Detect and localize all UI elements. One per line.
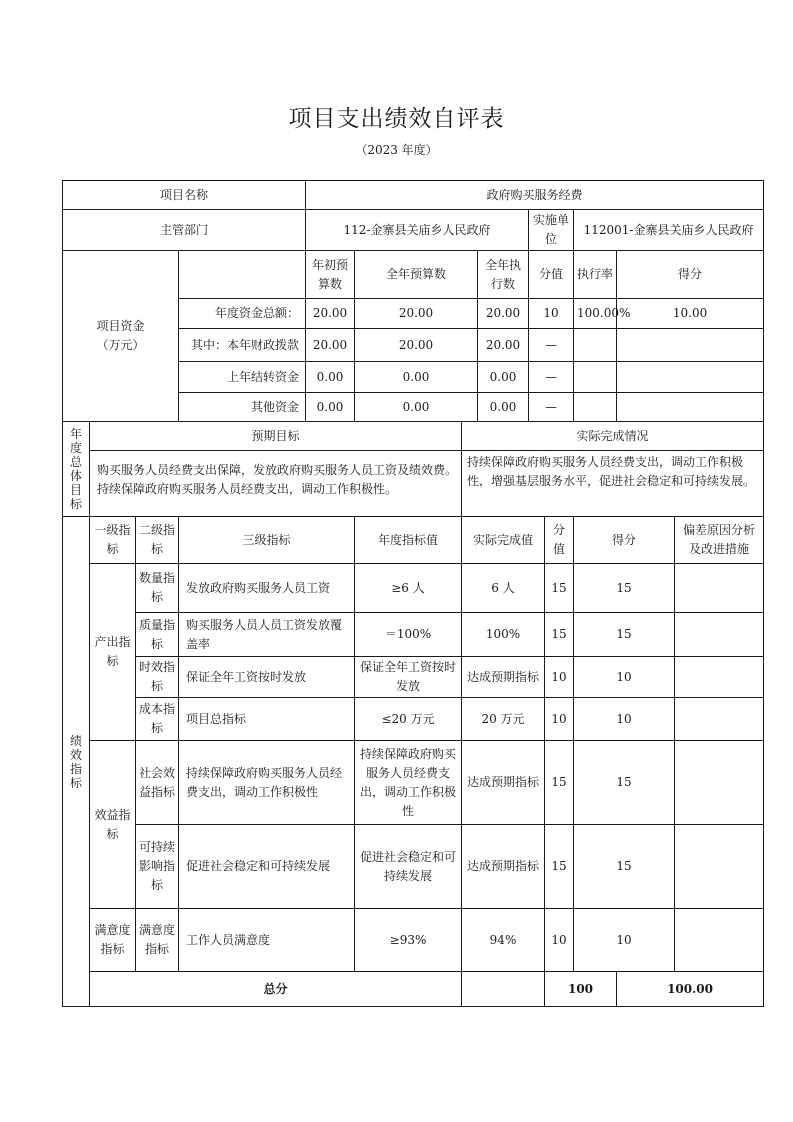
funds-score: 10.00 bbox=[617, 299, 764, 329]
ind-level3: 保证全年工资按时发放 bbox=[179, 657, 355, 698]
ind-deviation bbox=[675, 909, 764, 972]
funds-score-value: — bbox=[529, 393, 574, 422]
dept-value: 112-金寨县关庙乡人民政府 bbox=[306, 210, 529, 251]
funds-score-value: — bbox=[529, 329, 574, 362]
ind-level2: 可持续影响指标 bbox=[136, 825, 179, 909]
funds-header-executed: 全年执行数 bbox=[478, 251, 529, 299]
funds-executed: 0.00 bbox=[478, 362, 529, 393]
ind-header-deviation: 偏差原因分析及改进措施 bbox=[675, 517, 764, 564]
page-title: 项目支出绩效自评表 bbox=[288, 106, 505, 132]
ind-target: 持续保障政府购买服务人员经费支出，调动工作积极性 bbox=[355, 741, 462, 825]
ind-actual: 94% bbox=[462, 909, 545, 972]
funds-annual: 0.00 bbox=[355, 393, 478, 422]
ind-score-value: 15 bbox=[545, 741, 574, 825]
funds-annual: 20.00 bbox=[355, 329, 478, 362]
impl-unit-label: 实施单位 bbox=[529, 210, 574, 251]
funds-executed: 20.00 bbox=[478, 329, 529, 362]
ind-target: ≥6 人 bbox=[355, 564, 462, 613]
ind-level1: 效益指标 bbox=[90, 741, 136, 909]
funds-score bbox=[617, 329, 764, 362]
funds-rate bbox=[574, 329, 617, 362]
funds-row-label: 上年结转资金 bbox=[179, 362, 306, 393]
indicator-row bbox=[63, 613, 764, 657]
ind-level2: 成本指标 bbox=[136, 698, 179, 741]
page-subtitle: （2023 年度） bbox=[355, 143, 438, 157]
indicator-row bbox=[63, 825, 764, 909]
total-row bbox=[63, 972, 764, 1007]
total-score: 100.00 bbox=[617, 972, 764, 1007]
ind-actual: 达成预期指标 bbox=[462, 825, 545, 909]
funds-rate bbox=[574, 393, 617, 422]
ind-level2: 质量指标 bbox=[136, 613, 179, 657]
ind-header-score-value: 分值 bbox=[545, 517, 574, 564]
ind-actual: 达成预期指标 bbox=[462, 741, 545, 825]
ind-level3: 购买服务人员人员工资发放覆盖率 bbox=[179, 613, 355, 657]
ind-score: 15 bbox=[574, 741, 675, 825]
funds-row-label: 其他资金 bbox=[179, 393, 306, 422]
ind-header-actual: 实际完成值 bbox=[462, 517, 545, 564]
funds-label bbox=[63, 251, 179, 422]
ind-score: 10 bbox=[574, 909, 675, 972]
goals-expected-header: 预期目标 bbox=[90, 422, 462, 451]
ind-header-level3: 三级指标 bbox=[179, 517, 355, 564]
funds-annual: 0.00 bbox=[355, 362, 478, 393]
funds-score bbox=[617, 362, 764, 393]
funds-score-value: 10 bbox=[529, 299, 574, 329]
ind-target: 促进社会稳定和可持续发展 bbox=[355, 825, 462, 909]
indicator-row bbox=[63, 698, 764, 741]
ind-score: 10 bbox=[574, 657, 675, 698]
ind-deviation bbox=[675, 825, 764, 909]
funds-annual: 20.00 bbox=[355, 299, 478, 329]
ind-score-value: 10 bbox=[545, 909, 574, 972]
ind-score-value: 15 bbox=[545, 825, 574, 909]
ind-header-level2: 二级指标 bbox=[136, 517, 179, 564]
ind-deviation bbox=[675, 657, 764, 698]
indicator-row bbox=[63, 909, 764, 972]
ind-score-value: 10 bbox=[545, 698, 574, 741]
ind-deviation bbox=[675, 698, 764, 741]
ind-score-value: 15 bbox=[545, 613, 574, 657]
self-evaluation-table bbox=[62, 180, 764, 1007]
ind-target: ≥93% bbox=[355, 909, 462, 972]
ind-actual: 6 人 bbox=[462, 564, 545, 613]
indicator-row bbox=[63, 564, 764, 613]
funds-row-label: 年度资金总额： bbox=[179, 299, 306, 329]
ind-target: ＝100% bbox=[355, 613, 462, 657]
indicator-row bbox=[63, 657, 764, 698]
funds-score-value: — bbox=[529, 362, 574, 393]
total-label: 总分 bbox=[90, 972, 462, 1007]
ind-level2: 满意度指标 bbox=[136, 909, 179, 972]
funds-header-score-value: 分值 bbox=[529, 251, 574, 299]
ind-score: 10 bbox=[574, 698, 675, 741]
total-score-value: 100 bbox=[545, 972, 617, 1007]
ind-level3: 项目总指标 bbox=[179, 698, 355, 741]
dept-label: 主管部门 bbox=[63, 210, 306, 251]
ind-header-target: 年度指标值 bbox=[355, 517, 462, 564]
funds-header-blank bbox=[179, 251, 306, 299]
funds-label-line2: （万元） bbox=[96, 338, 145, 352]
ind-level2: 时效指标 bbox=[136, 657, 179, 698]
funds-row-label: 其中：本年财政拨款 bbox=[179, 329, 306, 362]
funds-initial: 0.00 bbox=[306, 393, 355, 422]
total-blank bbox=[462, 972, 545, 1007]
ind-header-score: 得分 bbox=[574, 517, 675, 564]
funds-initial: 20.00 bbox=[306, 329, 355, 362]
ind-actual: 100% bbox=[462, 613, 545, 657]
ind-deviation bbox=[675, 613, 764, 657]
indicators-label: 绩效指标 bbox=[63, 517, 90, 1007]
goals-actual-text: 持续保障政府购买服务人员经费支出，调动工作积极性，增强基层服务水平，促进社会稳定和可持续发展。 bbox=[462, 451, 764, 517]
funds-label-line1: 项目资金 bbox=[96, 319, 145, 333]
funds-header-rate: 执行率 bbox=[574, 251, 617, 299]
funds-header-annual: 全年预算数 bbox=[355, 251, 478, 299]
ind-deviation bbox=[675, 564, 764, 613]
ind-score-value: 15 bbox=[545, 564, 574, 613]
project-name-label: 项目名称 bbox=[63, 181, 306, 210]
ind-score: 15 bbox=[574, 613, 675, 657]
ind-level3: 工作人员满意度 bbox=[179, 909, 355, 972]
goals-actual-header: 实际完成情况 bbox=[462, 422, 764, 451]
ind-target: 保证全年工资按时发放 bbox=[355, 657, 462, 698]
funds-initial: 20.00 bbox=[306, 299, 355, 329]
funds-initial: 0.00 bbox=[306, 362, 355, 393]
impl-unit-value: 112001-金寨县关庙乡人民政府 bbox=[574, 210, 764, 251]
ind-actual: 达成预期指标 bbox=[462, 657, 545, 698]
funds-executed: 0.00 bbox=[478, 393, 529, 422]
ind-header-level1: 一级指标 bbox=[90, 517, 136, 564]
ind-score: 15 bbox=[574, 564, 675, 613]
ind-deviation bbox=[675, 741, 764, 825]
ind-actual: 20 万元 bbox=[462, 698, 545, 741]
ind-level1: 满意度指标 bbox=[90, 909, 136, 972]
funds-rate bbox=[574, 362, 617, 393]
ind-level1: 产出指标 bbox=[90, 564, 136, 741]
funds-score bbox=[617, 393, 764, 422]
ind-level2: 社会效益指标 bbox=[136, 741, 179, 825]
funds-executed: 20.00 bbox=[478, 299, 529, 329]
ind-score-value: 10 bbox=[545, 657, 574, 698]
indicator-row bbox=[63, 741, 764, 825]
ind-level2: 数量指标 bbox=[136, 564, 179, 613]
goals-label: 年度总体目标 bbox=[63, 422, 90, 517]
ind-level3: 发放政府购买服务人员工资 bbox=[179, 564, 355, 613]
funds-rate: 100.00% bbox=[574, 299, 617, 329]
ind-score: 15 bbox=[574, 825, 675, 909]
project-name-value: 政府购买服务经费 bbox=[306, 181, 764, 210]
funds-header-initial: 年初预算数 bbox=[306, 251, 355, 299]
ind-target: ≤20 万元 bbox=[355, 698, 462, 741]
goals-expected-text: 购买服务人员经费支出保障，发放政府购买服务人员工资及绩效费。持续保障政府购买服务人员经费支出，调动工作积极性。 bbox=[90, 451, 462, 517]
funds-header-score: 得分 bbox=[617, 251, 764, 299]
ind-level3: 促进社会稳定和可持续发展 bbox=[179, 825, 355, 909]
ind-level3: 持续保障政府购买服务人员经费支出，调动工作积极性 bbox=[179, 741, 355, 825]
